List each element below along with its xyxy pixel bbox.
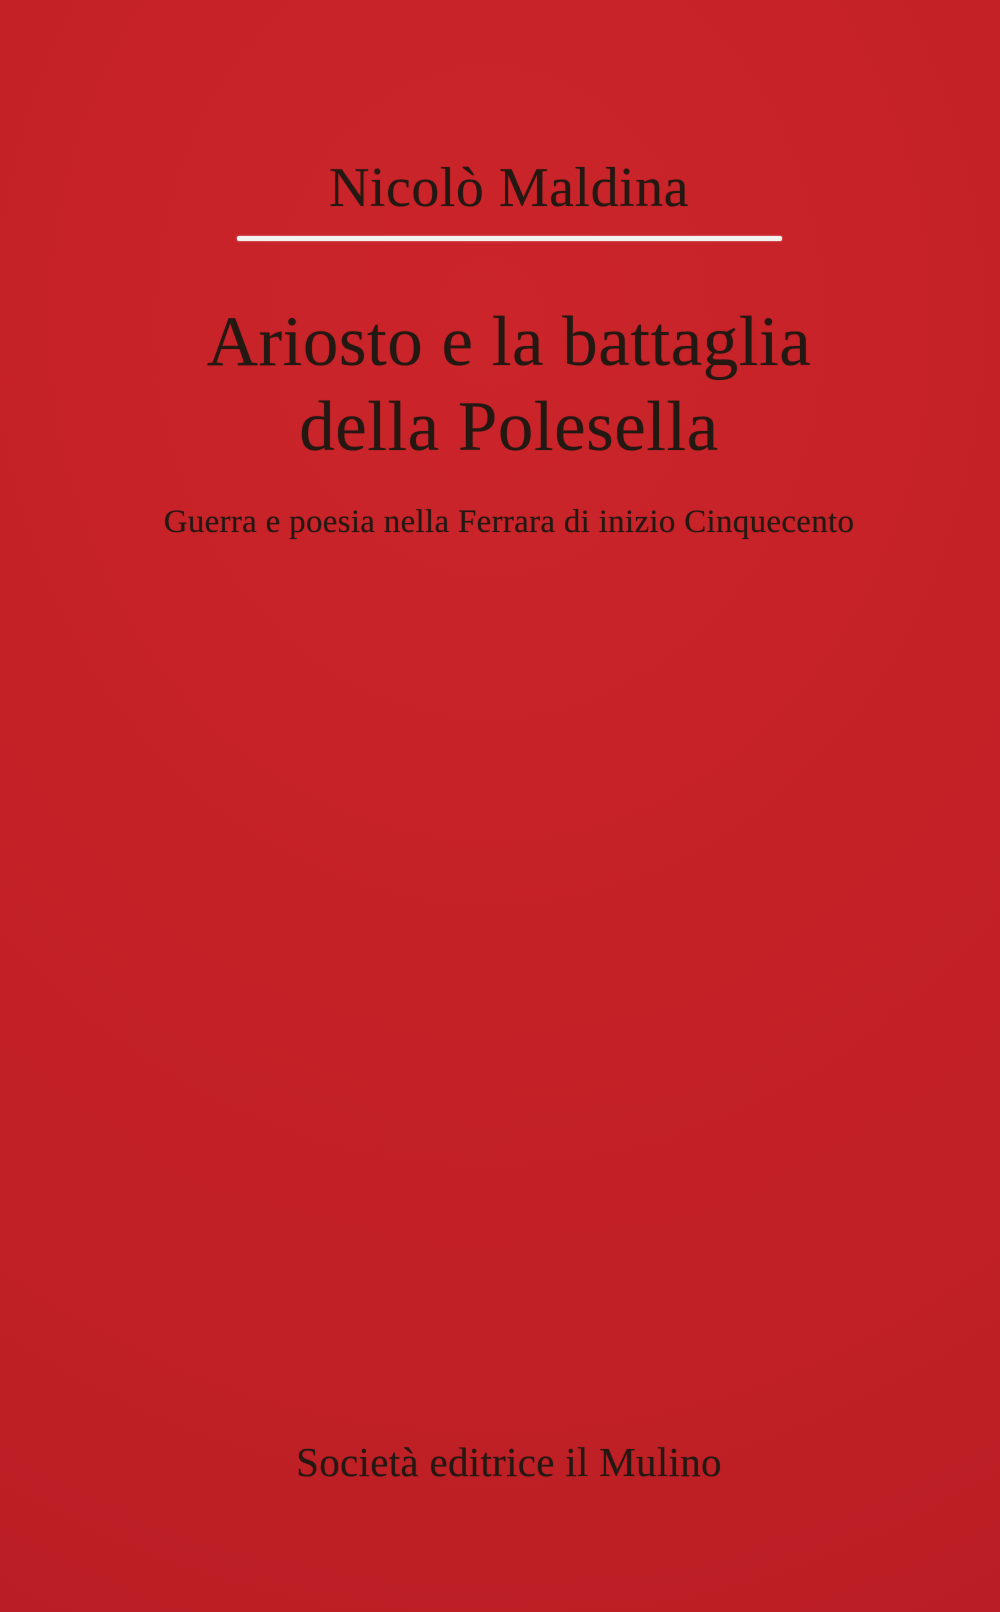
- publisher-imprint: Società editrice il Mulino: [296, 1439, 722, 1485]
- title-line-2: della Polesella: [299, 388, 719, 466]
- title-line-1: Ariosto e la battaglia: [206, 303, 812, 381]
- subtitle: Guerra e poesia nella Ferrara di inizio Cinquecento: [163, 504, 855, 540]
- divider-rule: [237, 236, 782, 241]
- book-title: [9, 300, 1000, 470]
- author-name: Nicolò Maldina: [328, 157, 690, 219]
- cover-content: [9, 0, 1000, 1612]
